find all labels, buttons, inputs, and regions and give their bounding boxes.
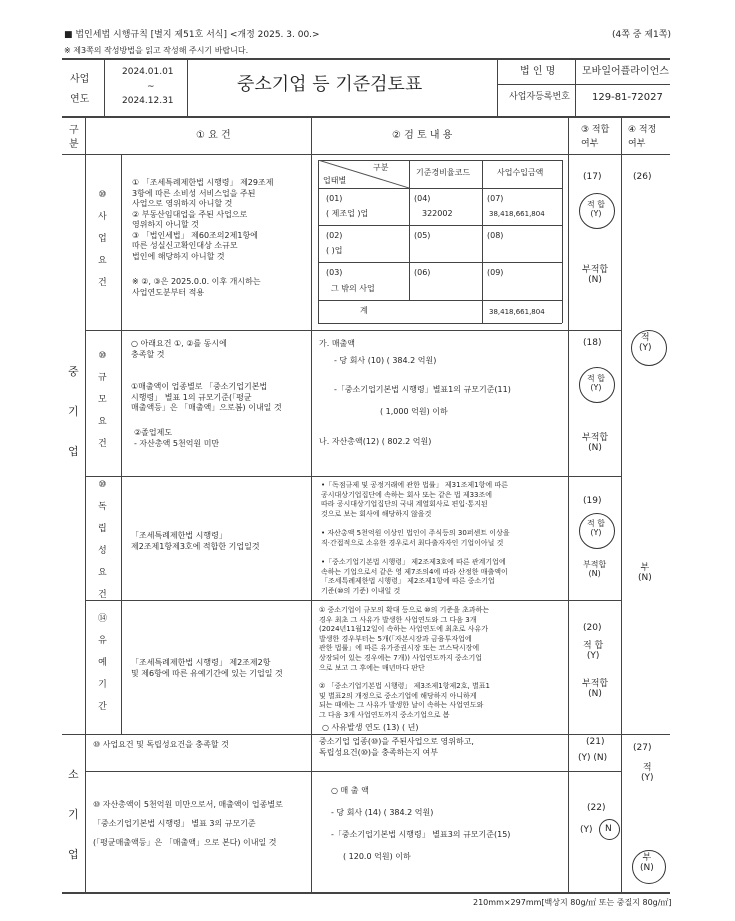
sec102-rev-head: 가. 매출액 — [319, 339, 355, 348]
sec104-fit-no: (20) — [583, 623, 602, 633]
sec101-fit-no: (17) — [583, 172, 602, 182]
sec103-fit-no: (19) — [583, 496, 602, 506]
sec102-fit4: 적 (Y) — [639, 333, 652, 354]
sec104-p1: ① 중소기업이 규모의 확대 등으로 ⑩의 기준을 초과하는 경우 최초 그 사유가 발생한 사업연도와 그 다음 3개 (2024년11월12일이 속하는 사업연도에 최초로 사유가 발생한 경우부터는 5개(「자본시장과 금융투자업에 관한 법률」에 따른 유가증권시장 또는 코스닥시장에 상장되어 있는 경우에는 7개)) 사업연도까지 중소기업 으로 보고 그 후에는 매년마다 판단 — [319, 606, 490, 672]
period-start: 2024.01.01 — [122, 67, 174, 77]
sec102-rev-line: - 당 회사 (10) ( 384.2 억원) — [334, 356, 437, 365]
sec103-fit: 적 합 (Y) — [587, 519, 605, 538]
small1-fit-no: (21) — [586, 737, 605, 747]
sec103-fit4: 부 (N) — [638, 563, 652, 584]
page-title: 중소기업 등 기준검토표 — [237, 74, 423, 95]
sec104-unfit: 부적합 (N) — [582, 679, 609, 700]
rule — [62, 58, 670, 60]
notice: ※ 제3쪽의 작성방법을 읽고 작성해 주시기 바랍니다. — [64, 46, 249, 55]
page-info: (4쪽 중 제1쪽) — [612, 30, 671, 40]
sec102-std-val: ( 1,000 억원) 이하 — [380, 407, 448, 416]
year-label: 사업 연도 — [70, 74, 90, 105]
sec103-p2: • 자산총액 5천억원 이상인 법인이 주식등의 30퍼센트 이상을 직·간접적으로 소유한 경우로서 최다출자자인 기업이아닐 것 — [321, 529, 510, 547]
small1-fit4-no: (27) — [633, 743, 652, 753]
small2-fit4: 부 (N) — [640, 853, 654, 874]
col-requirements: ① 요 건 — [196, 130, 231, 141]
small2-rev-head: ○ 매 출 액 — [331, 786, 369, 795]
sec102-req1: ○ 아래요건 ①, ②를 동시에 충족할 것 — [131, 339, 227, 359]
corp-name-label: 법 인 명 — [520, 66, 556, 77]
small2-requirement: ⑩ 자산총액이 5천억원 미만으로서, 매출액이 업종별로 「중소기업기본법 시행령」 별표 3의 규모기준 (「평균매출액등」은 「매출액」으로 본다) 이내일 것 — [93, 800, 283, 847]
law-reference: ■ 법인세법 시행규칙 [별지 제51호 서식] <개정 2025. 3. 00.> — [64, 30, 320, 40]
col-review: ② 검 토 내 용 — [392, 130, 453, 141]
col-fit4: ④ 적정 여부 — [628, 125, 657, 149]
period-sep: ~ — [147, 82, 155, 92]
sec101-fit4-no: (26) — [633, 172, 652, 182]
small1-review: 중소기업 업종(⑩)을 주된사업으로 영위하고, 독립성요건(⑩)을 충족하는지 여부 — [319, 737, 474, 757]
sec101-unfit: 부적합 (N) — [582, 265, 609, 286]
sec102-fit-no: (18) — [583, 338, 602, 348]
footer: 210mm×297mm[백상지 80g/㎡ 또는 중질지 80g/㎡] — [473, 898, 672, 907]
reg-no-label: 사업자등록번호 — [509, 92, 570, 102]
sec101-label: ⑩ 사 업 요 건 — [98, 190, 107, 288]
sec102-unfit: 부적합 (N) — [582, 433, 609, 454]
corp-name: 모바일어플라이언스 — [582, 66, 669, 77]
small2-std-line: -「중소기업기본법 시행령」 별표3의 규모기준(15) — [331, 830, 511, 839]
small2-std-val: ( 120.0 억원) 이하 — [343, 852, 411, 861]
small1-requirement: ⑩ 사업요건 및 독립성요건을 충족할 것 — [93, 740, 229, 749]
sec102-label: ⑩ 규 모 요 건 — [98, 351, 107, 449]
sec103-requirement: 「조세특례제한법 시행령」 제2조제1항제3호에 적합한 기업일것 — [131, 531, 260, 551]
col-fit3: ③ 적합 여부 — [581, 125, 610, 149]
small2-y: (Y) — [580, 825, 593, 835]
sec104-p2: ② 「중소기업기본법 시행령」 제3조제1항제2호, 별표1 및 별표2의 개정으로 중소기업에 해당하지 아니하게 되는 때에는 그 사유가 발생한 날이 속하는 사업연도와 그 다음 3개 사업연도까지 중소기업으로 봄 — [319, 682, 490, 719]
reg-no: 129-81-72027 — [592, 92, 663, 103]
sec103-unfit: 부적합 (N) — [583, 560, 607, 579]
sec104-p3: ○ 사유발생 연도 (13) ( 년) — [322, 723, 419, 732]
small1-fit4: 적 (Y) — [641, 763, 654, 784]
sec103-p1: •「독점규제 및 공정거래에 관한 법률」 제31조제1항에 따른 공시대상기업집단에 속하는 회사 또는 같은 법 제33조에 따라 공시대상기업집단의 국내 계열회사로 편입·통지된 것으로 보는 회사에 해당하지 않을것 — [321, 481, 508, 518]
small1-yn: (Y) (N) — [578, 753, 608, 763]
sec104-label: ⑭ 유 예 기 간 — [98, 614, 108, 712]
sec101-requirements: ① 「조세특례제한법 시행령」 제29조제 3항에 따른 소비성 서비스업을 주된 사업으로 영위하지 아니할 것 ② 부동산임대업을 주된 사업으로 영위하지 아니할 것 ③ 「법인세법」 제60조의2제1항에 따른 성실신고확인대상 소규모 법인에 해당하지 아니할 것 — [132, 178, 274, 261]
group-sme: 중 기 업 — [68, 365, 79, 458]
sec102-asset-line: 나. 자산총액(12) ( 802.2 억원) — [319, 437, 432, 446]
group-small: 소 기 업 — [68, 768, 79, 861]
small2-n: N — [605, 824, 612, 834]
sec101-fit: 적 합 (Y) — [587, 200, 605, 219]
sec103-label: ⑩ 독 립 성 요 건 — [98, 480, 107, 600]
col-division: 구 분 — [69, 125, 79, 150]
sec103-p3: •「중소기업기본법 시행령」 제2조제3호에 따른 관계기업에 속하는 기업으로서 같은 영 제7조의4에 따라 산정한 매출액이 「조세특례제한법 시행령」 제2조제1항에 따른 중소기업 기준(⑩의 기준) 이내일 것 — [321, 558, 508, 595]
period-end: 2024.12.31 — [122, 96, 174, 106]
small2-rev-line: - 당 회사 (14) ( 384.2 억원) — [331, 808, 434, 817]
sec102-req2: ①매출액이 업종별로 「중소기업기본법 시행령」 별표 1의 규모기준(「평균 매출액등」은 「매출액」으로봄) 이내일 것 — [131, 382, 282, 412]
sec104-fit: 적 합 (Y) — [583, 641, 604, 662]
sec102-std-line: -「중소기업기본법 시행령」별표1의 규모기준(11) — [334, 385, 511, 394]
sec102-req3: ②졸업제도 - 자산총액 5천억원 미만 — [134, 428, 220, 448]
sec101-note: ※ ②, ③은 2025.0.0. 이후 개시하는 사업연도분부터 적용 — [132, 277, 261, 297]
small2-fit-no: (22) — [587, 803, 606, 813]
sec104-requirement: 「조세특례제한법 시행령」 제2조제2항 및 제6항에 따른 유예기간에 있는 기업일 것 — [131, 658, 283, 678]
sec102-fit: 적 합 (Y) — [587, 374, 605, 393]
